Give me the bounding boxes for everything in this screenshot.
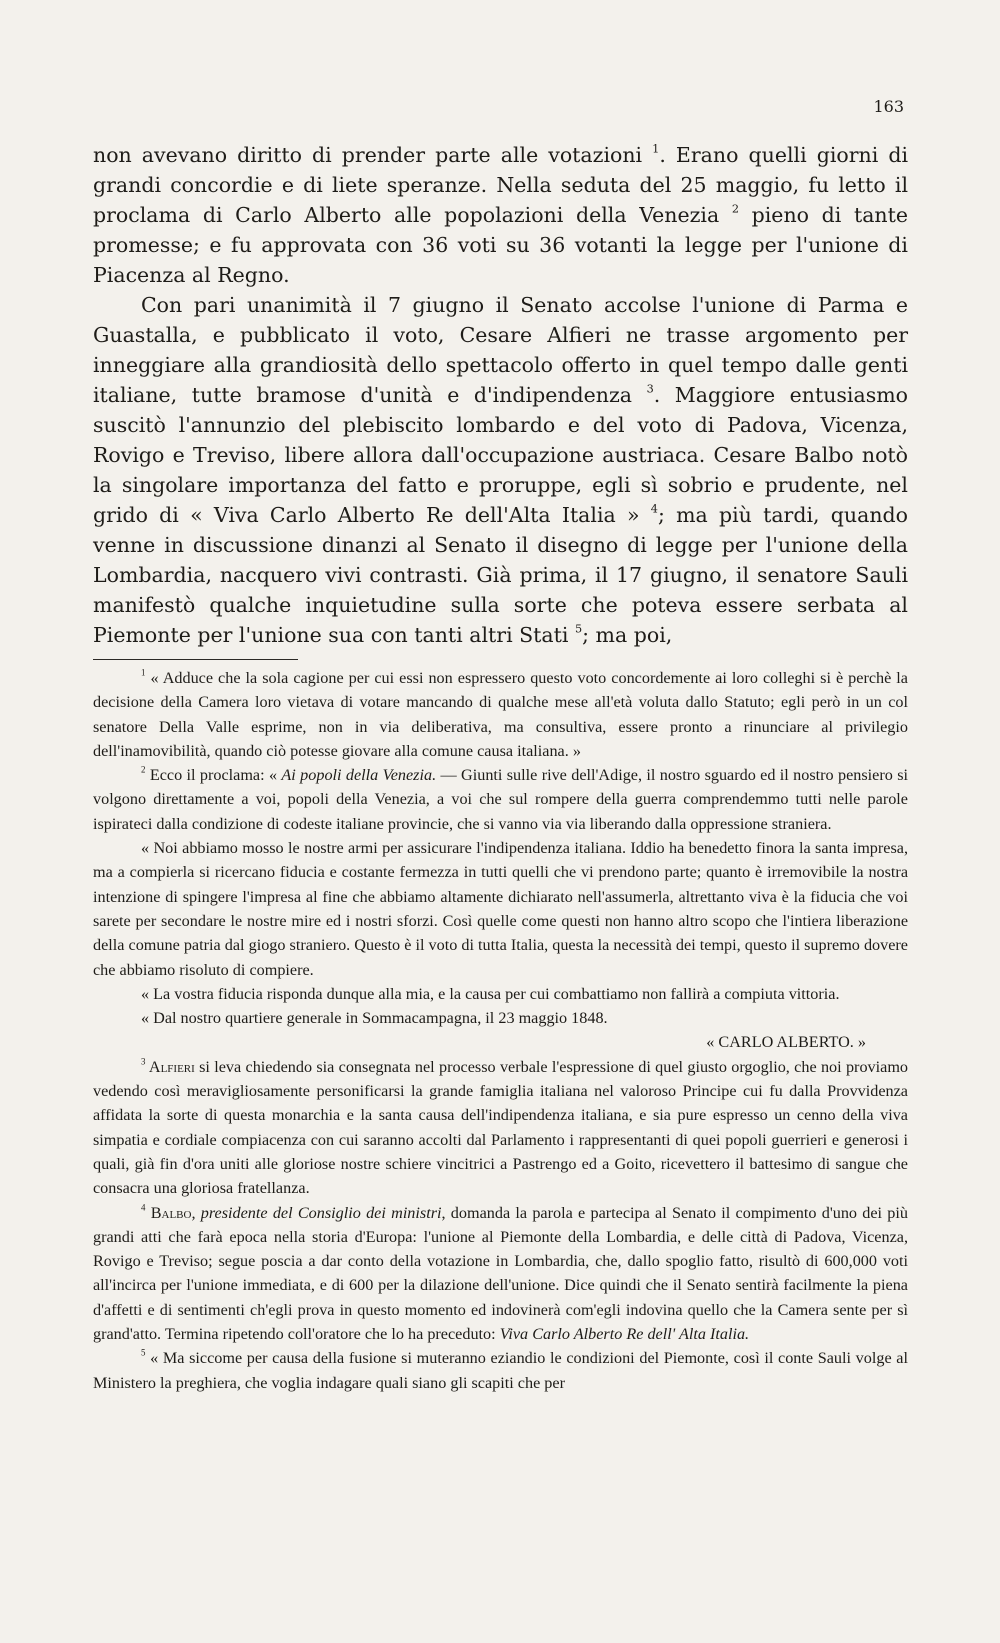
footnote-2-paragraph: « La vostra fiducia risponda dunque alla mia, e la causa per cui combattiamo non fallirà a compiuta vittoria. [141, 984, 840, 1003]
footnote-ref-2: 2 [731, 202, 739, 216]
footnote-3 [93, 1055, 908, 1201]
page-number: 163 [873, 97, 904, 116]
footnote-ref-1: 1 [652, 142, 660, 156]
footnote-text: « Ma siccome per causa della fusione si muteranno eziandio le condizioni del Piemonte, così il conte Sauli volge al Ministero la preghiera, che voglia indagare quali siano gli scapiti che per [93, 1349, 908, 1392]
footnote-text: « Adduce che la sola cagione per cui essi non espressero questo voto concordemente ai loro colleghi si è perchè la decisione della Camera loro vietava di votare mancando di qualche mese all'età voluta dallo Statuto; egli però in un col senatore Della Valle esprime, non in via deliberativa, ma consultiva, essere pronto a rinunciare al privilegio dell'inamovibilità, quando ciò potesse giovare alla comune causa italiana. » [93, 669, 908, 760]
footnote-2 [93, 763, 908, 836]
text-run: . Maggiore entusiasmo suscitò l'annunzio del plebiscito lombardo e del voto di Padova, Vicenza, Rovigo e Treviso, libere allora dall'occupazione austriaca. Cesare Balbo notò la singolare importanza del fatto e proruppe, egli sì sobrio e prudente, nel grido di « Viva Carlo Alberto Re dell'Alta Italia » [93, 383, 909, 527]
footnote-4 [93, 1201, 908, 1347]
footnote-text: — Giunti sulle rive dell'Adige, il nostro sguardo ed il nostro pensiero si volgono direttamente a voi, popoli della Venezia, a voi che sul rompere della guerra comprendemmo tutti nelle parole ispirateci dalla condizione di codeste italiane provincie, che si vanno via via liberando dalla oppressione straniera. [93, 766, 908, 833]
text-run: Con pari unanimità il 7 giugno il Senato accolse l'unione di Parma e Guastalla, e pubblicato il voto, Cesare Alfieri ne trasse argomento per inneggiare alla grandiosità dello spettacolo offerto in quel tempo dalle genti italiane, tutte bramose d'unità e d'indipendenza [93, 293, 908, 407]
proclamation-title: Ai popoli della Venezia. [281, 766, 437, 785]
text-run: ; ma poi, [582, 623, 673, 647]
text-run: pieno di tante promesse; e fu approvata con 36 voti su 36 votanti la legge per l'unione di Piacenza al Regno. [93, 203, 908, 287]
footnotes [93, 666, 908, 1395]
footnote-number: 3 [141, 1056, 146, 1067]
footnote-2-paragraph: « Noi abbiamo mosso le nostre armi per assicurare l'indipendenza italiana. Iddio ha benedetto finora la santa impresa, ma a compierla si ricercano fiducia e costante fermezza in tutti quelli che vi prendono parte; quanto è irremovibile la nostra intenzione di spingere l'impresa al fine che abbiamo altamente dichiarato nell'assumerla, altrettanto viva è la fiducia che voi sarete per secondare le nostre mire ed i nostri sforzi. Così quelle come questi non hanno altro scopo che l'intiera liberazione della comune patria dal giogo straniero. Questo è il voto di tutta Italia, questa la necessità dei tempi, questo il supremo dovere che abbiamo risoluto di compiere. [93, 839, 908, 979]
paragraph-2 [93, 290, 908, 650]
text-run: non avevano diritto di prender parte alle votazioni [93, 143, 653, 167]
speaker-role: , presidente del Consiglio dei ministri [191, 1203, 442, 1222]
paragraph-1 [93, 140, 908, 290]
footnote-text: si leva chiedendo sia consegnata nel processo verbale l'espressione di quel giusto orgoglio, che noi proviamo vedendo così meravigliosamente personificarsi la grande famiglia italiana nel valoroso Principe cui fu dalla Provvidenza affidata la sorte di questa monarchia e la santa causa dell'indipendenza italiana, e sia pure espresso un cenno della viva simpatia e cordiale compiacenza con cui saranno accolti dal Parlamento i rappresentanti di quei popoli guerrieri e generosi i quali, già fin d'ora uniti alle gloriose nostre schiere vincitrici a Pastrengo ed a Goito, ricevettero il battesimo di sangue che consacra una gloriosa fratellanza. [93, 1057, 908, 1198]
footnote-number: 1 [141, 667, 146, 678]
text-run: . Erano quelli giorni di grandi concordie e di liete speranze. Nella seduta del 25 maggio, fu letto il proclama di Carlo Alberto alle popolazioni della Venezia [93, 143, 909, 227]
footnote-separator [93, 659, 298, 660]
acclamation: Viva Carlo Alberto Re dell' Alta Italia. [499, 1325, 750, 1344]
footnote-5 [93, 1346, 908, 1395]
text-run: ; ma più tardi, quando venne in discussione dinanzi al Senato il disegno di legge per l'unione della Lombardia, nacquero vivi contrasti. Già prima, il 17 giugno, il senatore Sauli manifestò qualche inquietudine sulla sorte che poteva essere serbata al Piemonte per l'unione sua con tanti altri Stati [93, 503, 909, 647]
footnote-ref-5: 5 [574, 622, 583, 636]
speaker-name: Alfieri [145, 1057, 195, 1076]
speaker-name: Balbo [145, 1203, 192, 1222]
footnote-2-signature: « CARLO ALBERTO. » [706, 1033, 866, 1052]
footnote-number: 4 [141, 1201, 146, 1212]
footnote-1 [93, 666, 908, 763]
footnote-number: 2 [141, 764, 146, 775]
footnote-text: Ecco il proclama: « [145, 766, 282, 785]
footnote-text: , domanda la parola e partecipa al Senato il compimento d'uno dei più grandi atti che farà epoca nella storia d'Europa: l'unione al Piemonte della Lombardia, e delle città di Padova, Vicenza, Rovigo e Treviso; segue poscia a dar conto della votazione in Lombardia, che, dallo spoglio fatto, risultò di 600,000 voti all'incirca per l'unione immediata, e di 600 per la dilazione dell'unione. Dice quindi che il Senato sentirà facilmente la piena d'affetti e di sentimenti ch'egli prova in questo momento ed indovinerà com'egli indovina quello che la Camera sente per sì grand'atto. Termina ripetendo coll'oratore che lo ha preceduto: [93, 1203, 908, 1344]
footnote-2-paragraph: « Dal nostro quartiere generale in Sommacampagna, il 23 maggio 1848. [141, 1009, 608, 1028]
footnote-ref-4: 4 [650, 502, 658, 516]
footnote-number: 5 [141, 1347, 146, 1358]
main-text [93, 140, 908, 650]
footnote-ref-3: 3 [646, 382, 654, 396]
